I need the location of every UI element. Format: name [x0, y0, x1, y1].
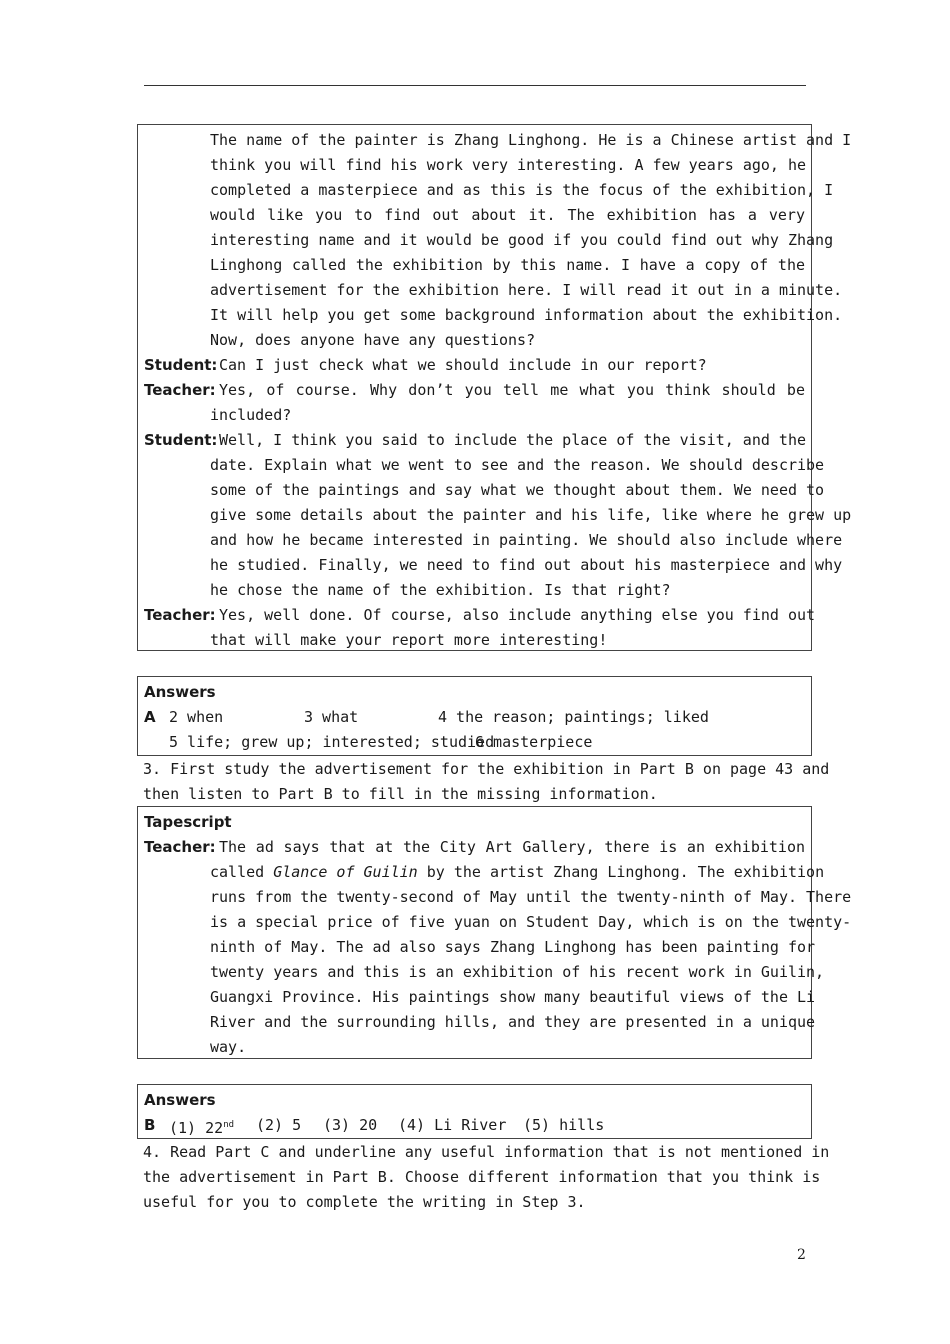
- answer-item: (3) 20: [323, 1116, 378, 1134]
- tapescript-line: ninth of May. The ad also says Zhang Linghong has been painting for: [210, 938, 816, 956]
- answer-text: (1) 22: [169, 1119, 224, 1137]
- tapescript-text: called: [210, 863, 274, 881]
- header-rule: [144, 85, 806, 86]
- tapescript-box: [137, 806, 852, 1059]
- step4-line: the advertisement in Part B. Choose different information that you think is: [143, 1168, 821, 1186]
- tapescript-line: The ad says that at the City Art Gallery, there is an exhibition: [219, 838, 805, 856]
- dialogue-line: Yes, well done. Of course, also include anything else you find out: [219, 606, 816, 624]
- dialogue-line: he chose the name of the exhibition. Is that right?: [210, 581, 671, 599]
- tapescript-line: way.: [210, 1038, 247, 1056]
- page-number: 2: [797, 1247, 806, 1263]
- ordinal-suffix: nd: [223, 1120, 235, 1130]
- answer-item: 3 what: [304, 708, 359, 726]
- tapescript-line: runs from the twenty-second of May until the twenty-ninth of May. There: [210, 888, 852, 906]
- speaker-label: Student:: [144, 356, 218, 374]
- tapescript-line: twenty years and this is an exhibition of his recent work in Guilin,: [210, 963, 825, 981]
- answer-item: 4 the reason; paintings; liked: [438, 708, 709, 726]
- answers-heading: Answers: [144, 683, 216, 701]
- dialogue-line: Well, I think you said to include the place of the visit, and the: [219, 431, 806, 449]
- dialogue-line: and how he became interested in painting. We should also include where: [210, 531, 843, 549]
- exhibition-title: Glance of Guilin: [273, 863, 418, 881]
- dialogue-line: included?: [210, 406, 292, 424]
- tapescript-line: [210, 860, 825, 885]
- dialogue-line: interesting name and it would be good if you could find out why Zhang: [210, 231, 834, 249]
- answer-item: (4) Li River: [398, 1116, 507, 1134]
- speaker-label: Teacher:: [144, 381, 216, 399]
- dialogue-line: that will make your report more interesting!: [210, 631, 608, 649]
- dialogue-line: he studied. Finally, we need to find out about his masterpiece and why: [210, 556, 843, 574]
- dialogue-line: Can I just check what we should include in our report?: [219, 356, 707, 374]
- speaker-label: Teacher:: [144, 606, 216, 624]
- step4-line: 4. Read Part C and underline any useful information that is not mentioned in: [143, 1143, 830, 1161]
- speaker-label: Student:: [144, 431, 218, 449]
- answer-item: 6 masterpiece: [475, 733, 593, 751]
- speaker-label: Teacher:: [144, 838, 216, 856]
- dialogue-line: advertisement for the exhibition here. I will read it out in a minute.: [210, 281, 843, 299]
- answer-item: [169, 1113, 234, 1141]
- answer-item: 2 when: [169, 708, 224, 726]
- answer-item: (5) hills: [523, 1116, 605, 1134]
- tapescript-line: is a special price of five yuan on Student Day, which is on the twenty-: [210, 913, 852, 931]
- tapescript-line: Guangxi Province. His paintings show many beautiful views of the Li: [210, 988, 816, 1006]
- dialogue-line: Yes, of course. Why don’t you tell me what you think should be: [219, 381, 805, 399]
- dialogue-line: think you will find his work very interesting. A few years ago, he: [210, 156, 807, 174]
- tapescript-heading: Tapescript: [144, 813, 232, 831]
- step4-line: useful for you to complete the writing in Step 3.: [143, 1193, 586, 1211]
- dialogue-line: completed a masterpiece and as this is the focus of the exhibition, I: [210, 181, 834, 199]
- dialogue-line: It will help you get some background information about the exhibition.: [210, 306, 843, 324]
- dialogue-line: would like you to find out about it. The exhibition has a very: [210, 206, 805, 224]
- tapescript-line: River and the surrounding hills, and they are presented in a unique: [210, 1013, 816, 1031]
- dialogue-line: give some details about the painter and his life, like where he grew up: [210, 506, 852, 524]
- dialogue-box: [137, 124, 852, 651]
- dialogue-line: Linghong called the exhibition by this name. I have a copy of the: [210, 256, 805, 274]
- tapescript-text: by the artist Zhang Linghong. The exhibition: [417, 863, 825, 881]
- answer-item: 5 life; grew up; interested; studied: [169, 733, 495, 751]
- answer-item: (2) 5: [256, 1116, 302, 1134]
- answer-letter: A: [144, 708, 156, 726]
- step3-line: then listen to Part B to fill in the missing information.: [143, 785, 658, 803]
- answers-b-box: [137, 1084, 812, 1139]
- step3-line: 3. First study the advertisement for the exhibition in Part B on page 43 and: [143, 760, 830, 778]
- answer-letter: B: [144, 1116, 156, 1134]
- dialogue-line: date. Explain what we went to see and the reason. We should describe: [210, 456, 825, 474]
- dialogue-line: The name of the painter is Zhang Linghong. He is a Chinese artist and I: [210, 131, 852, 149]
- answers-heading: Answers: [144, 1091, 216, 1109]
- answers-a-box: [137, 676, 812, 756]
- dialogue-line: Now, does anyone have any questions?: [210, 331, 536, 349]
- dialogue-line: some of the paintings and say what we thought about them. We need to: [210, 481, 825, 499]
